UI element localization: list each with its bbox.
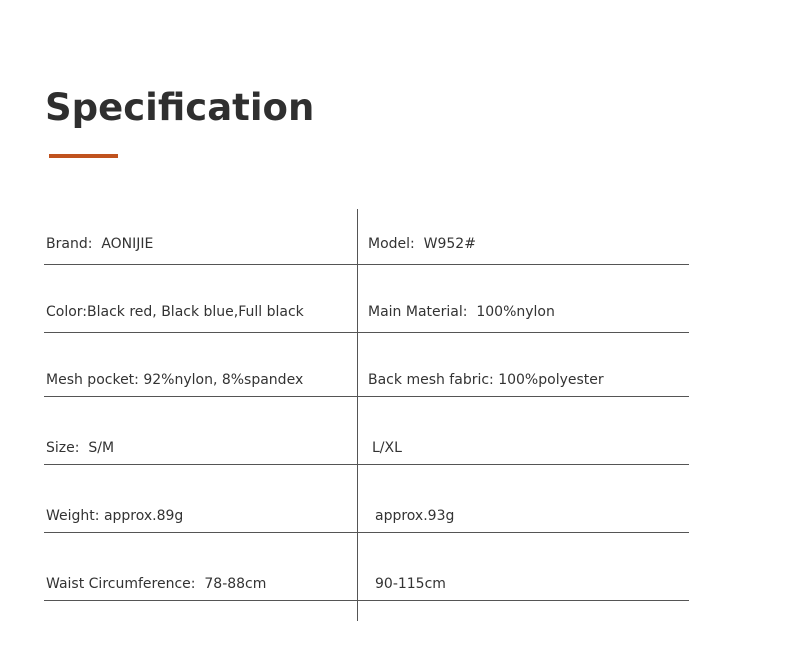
column-divider (357, 209, 358, 621)
spec-table (44, 209, 689, 621)
spec-cell-main-material: Main Material: 100%nylon (368, 304, 555, 320)
spec-cell-mesh-pocket: Mesh pocket: 92%nylon, 8%spandex (46, 372, 304, 388)
row-divider (44, 396, 689, 397)
spec-cell-weight-lxl: approx.93g (375, 508, 455, 524)
row-divider (44, 464, 689, 465)
spec-cell-weight-sm: Weight: approx.89g (46, 508, 184, 524)
spec-cell-size-lxl: L/XL (372, 440, 402, 456)
spec-cell-waist-lxl: 90-115cm (375, 576, 446, 592)
row-divider (44, 332, 689, 333)
row-divider (44, 600, 689, 601)
spec-cell-color: Color:Black red, Black blue,Full black (46, 304, 304, 320)
spec-cell-waist-sm: Waist Circumference: 78-88cm (46, 576, 267, 592)
row-divider (44, 264, 689, 265)
page-title: Specification (45, 86, 315, 129)
title-underline (49, 154, 118, 158)
row-divider (44, 532, 689, 533)
spec-cell-brand: Brand: AONIJIE (46, 236, 154, 252)
spec-cell-back-mesh-fabric: Back mesh fabric: 100%polyester (368, 372, 604, 388)
spec-cell-model: Model: W952# (368, 236, 476, 252)
spec-cell-size-sm: Size: S/M (46, 440, 115, 456)
